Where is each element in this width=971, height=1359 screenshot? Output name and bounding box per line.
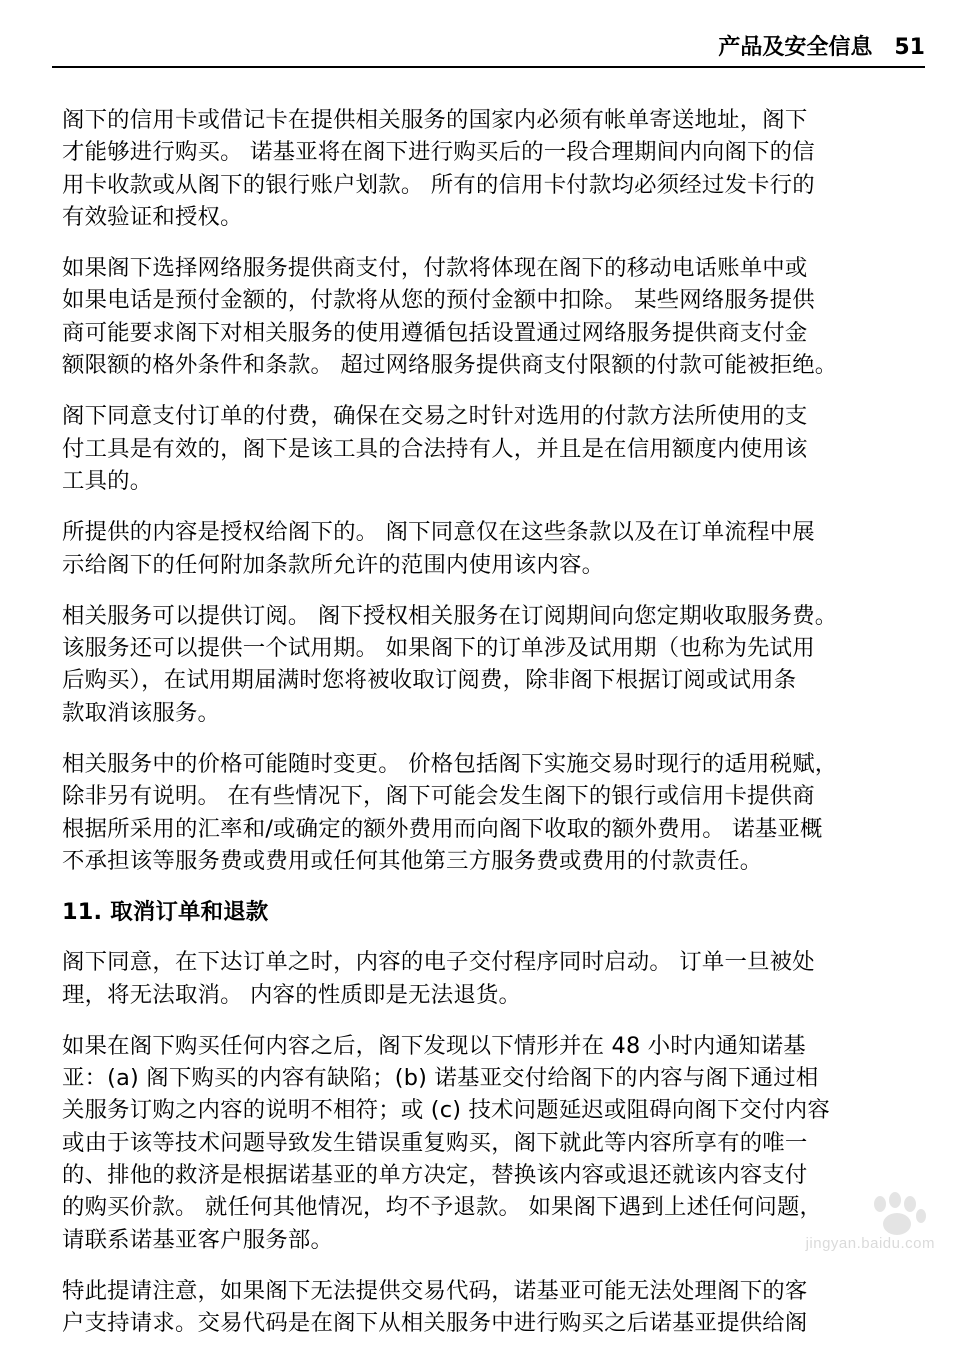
paragraph: 如果在阁下购买任何内容之后，阁下发现以下情形并在 48 小时内通知诺基 亚：(a) 阁下购买的内容有缺陷；(b) 诺基亚交付给阁下的内容与阁下通过相 关服务订购之内容的说明不相符；或 (c) 技术问题延迟或阻碍向阁下交付内容 或由于该等技术问题导致发生错误重复购买，阁下就此等内容所享有的唯一 的、排他的救济是根据诺基亚的单方决定，替换该内容或退还就该内容支付 的购买价款。 就任何其他情况，均不予退款。 如果阁下遇到上述任何问题， 请联系诺基亚客户服务部。: [62, 1032, 830, 1253]
paragraph: 阁下的信用卡或借记卡在提供相关服务的国家内必须有帐单寄送地址，阁下 才能够进行购买。 诺基亚将在阁下进行购买后的一段合理期间内向阁下的信 用卡收款或从阁下的银行账户划款。 所有的信用卡付款均必须经过发卡行的 有效验证和授权。: [62, 107, 815, 230]
paragraph: 如果阁下选择网络服务提供商支付，付款将体现在阁下的移动电话账单中或 如果电话是预付金额的，付款将从您的预付金额中扣除。 某些网络服务提供 商可能要求阁下对相关服务的使用遵循包括设置通过网络服务提供商支付金 额限额的格外条件和条款。 超过网络服务提供商支付限额的付款可能被拒绝。: [62, 255, 838, 379]
section-heading: 11. 取消订单和退款: [62, 899, 269, 926]
watermark: [785, 1192, 935, 1252]
paragraph: 所提供的内容是授权给阁下的。 阁下同意仅在这些条款以及在订单流程中展 示给阁下的任何附加条款所允许的范围内使用该内容。: [62, 519, 815, 578]
paragraph: 相关服务中的价格可能随时变更。 价格包括阁下实施交易时现行的适用税赋， 除非另有说明。 在有些情况下，阁下可能会发生阁下的银行或信用卡提供商 根据所采用的汇率和/或确定的额外费用而向阁下收取的额外费用。 诺基亚概 不承担该等服务费或费用或任何其他第三方服务费或费用的付款责任。: [62, 751, 838, 874]
page-header: [52, 30, 925, 68]
header-title: 产品及安全信息: [718, 35, 873, 60]
page-body: [62, 104, 922, 1359]
paragraph: 相关服务可以提供订阅。 阁下授权相关服务在订阅期间向您定期收取服务费。 该服务还可以提供一个试用期。 如果阁下的订单涉及试用期（也称为先试用 后购买），在试用期届满时您将被收取订阅费，除非阁下根据订阅或试用条 款取消该服务。: [62, 602, 838, 726]
paragraph: 阁下同意，在下达订单之时，内容的电子交付程序同时启动。 订单一旦被处 理，将无法取消。 内容的性质即是无法退货。: [62, 949, 815, 1008]
paragraph: 特此提请注意，如果阁下无法提供交易代码，诺基亚可能无法处理阁下的客 户支持请求。交易代码是在阁下从相关服务中进行购买之后诺基亚提供给阁: [62, 1277, 808, 1337]
watermark-text: jingyan.baidu.com: [805, 1235, 935, 1252]
page-number: 51: [894, 35, 925, 60]
paragraph: 阁下同意支付订单的付费，确保在交易之时针对选用的付款方法所使用的支 付工具是有效的，阁下是该工具的合法持有人，并且是在信用额度内使用该 工具的。: [62, 403, 808, 494]
